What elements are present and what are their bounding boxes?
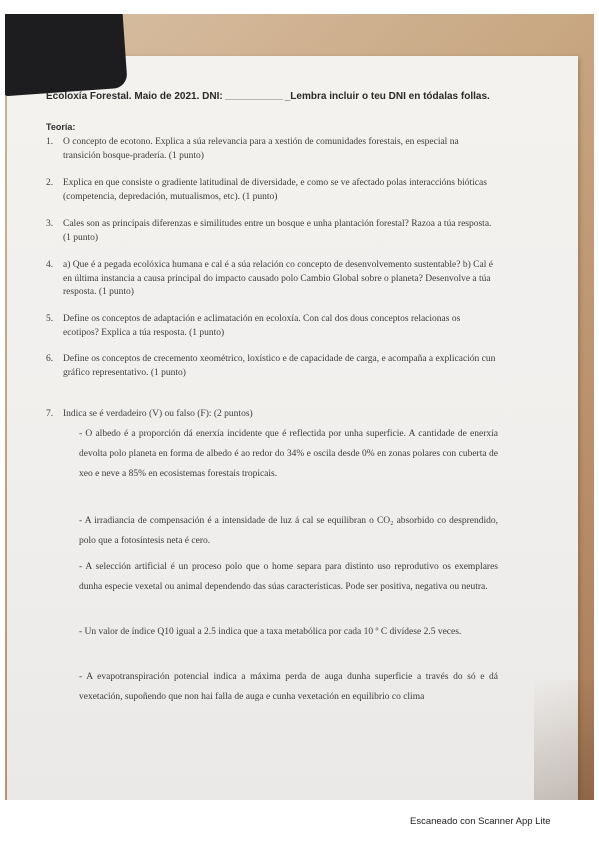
statement-artificial-selection: - A selección artificial é un proceso polo que o home separa para distinto uso reprodutivo os exemplares dunha especie vexetal ou animal dependendo das súas características. Pode ser positiva, negativa ou neutra. — [79, 562, 498, 592]
exam-title: Ecoloxía Forestal. Maio de 2021. DNI: — [46, 91, 223, 102]
section-title: Teoría: — [46, 122, 76, 132]
dni-reminder: _Lembra incluir o teu DNI en tódalas follas. — [284, 91, 490, 102]
floor-background — [534, 680, 594, 800]
statement-irradiance: - A irradiancia de compensación é a intensidade de luz á cal se equilibran o CO₂ absorbido co desprendido, polo que a fotosíntesis neta é cero. — [79, 516, 498, 546]
question-4 — [46, 259, 496, 300]
question-text: Define os conceptos de crecemento xeométrico, loxístico e de capacidade de carga, e acompaña a explicación cun gráfico representativo. (1 punto) — [63, 354, 496, 378]
question-number: 2. — [46, 178, 54, 188]
question-number: 1. — [46, 137, 54, 147]
question-3 — [46, 218, 496, 245]
question-text: Explica en que consiste o gradiente latitudinal de diversidade, e como se ve afectado polas interaccións bióticas (competencia, depredación, mutualismos, etc). (1 punto) — [63, 178, 487, 202]
question-6 — [46, 353, 496, 380]
question-5 — [46, 313, 496, 340]
dni-blank — [225, 90, 283, 100]
statement-evapotranspiration: - A evapotranspiración potencial indica a máxima perda de auga dunha superficie a través do só e dá vexetación, supoñendo que non hai falla de auga e cunha vexetación en equilibrio co clima — [79, 672, 498, 702]
question-number: 5. — [46, 314, 54, 324]
black-binder-clip — [5, 14, 128, 96]
question-number: 3. — [46, 219, 54, 229]
question-text: a) Que é a pegada ecolóxica humana e cal é a súa relación co concepto de desenvolvemento sustentable? b) Cal é en última instancia a causa principal do impacto causado polo Cambio Global sobre o planeta? Desenvolve a túa resposta. (1 punto) — [63, 260, 493, 298]
question-7 — [46, 408, 496, 422]
statement-q10: - Un valor de índice Q10 igual a 2.5 indica que a taxa metabólica por cada 10 º C divídese 2.5 veces. — [79, 627, 462, 637]
question-number: 6. — [46, 354, 54, 364]
statement-albedo: - O albedo é a proporción dá enerxía incidente que é reflectida por unha superficie. A cantidade de enerxía devolta polo planeta en forma de albedo é ao redor do 34% e oscila desde 0% en zonas polares con cuberta de xeo e neve a 85% en ecosistemas forestais tropicais. — [79, 429, 498, 479]
question-text: Indica se é verdadeiro (V) ou falso (F): (2 puntos) — [63, 409, 253, 419]
question-text: Cales son as principais diferenzas e similitudes entre un bosque e unha plantación forestal? Razoa a túa resposta. (1 punto) — [63, 219, 492, 243]
question-number: 4. — [46, 260, 54, 270]
question-number: 7. — [46, 409, 54, 419]
question-text: O concepto de ecotono. Explica a súa relevancia para a xestión de comunidades forestais, en especial na transición bosque-pradería. (1 punto) — [63, 137, 459, 161]
question-2 — [46, 177, 496, 204]
question-text: Define os conceptos de adaptación e aclimatación en ecoloxía. Con cal dos dous conceptos relacionas os ecotipos? Explica a túa resposta. (1 punto) — [63, 314, 461, 338]
exam-header — [46, 90, 506, 102]
question-1 — [46, 136, 496, 163]
scanner-credit: Escaneado con Scanner App Lite — [410, 816, 551, 827]
